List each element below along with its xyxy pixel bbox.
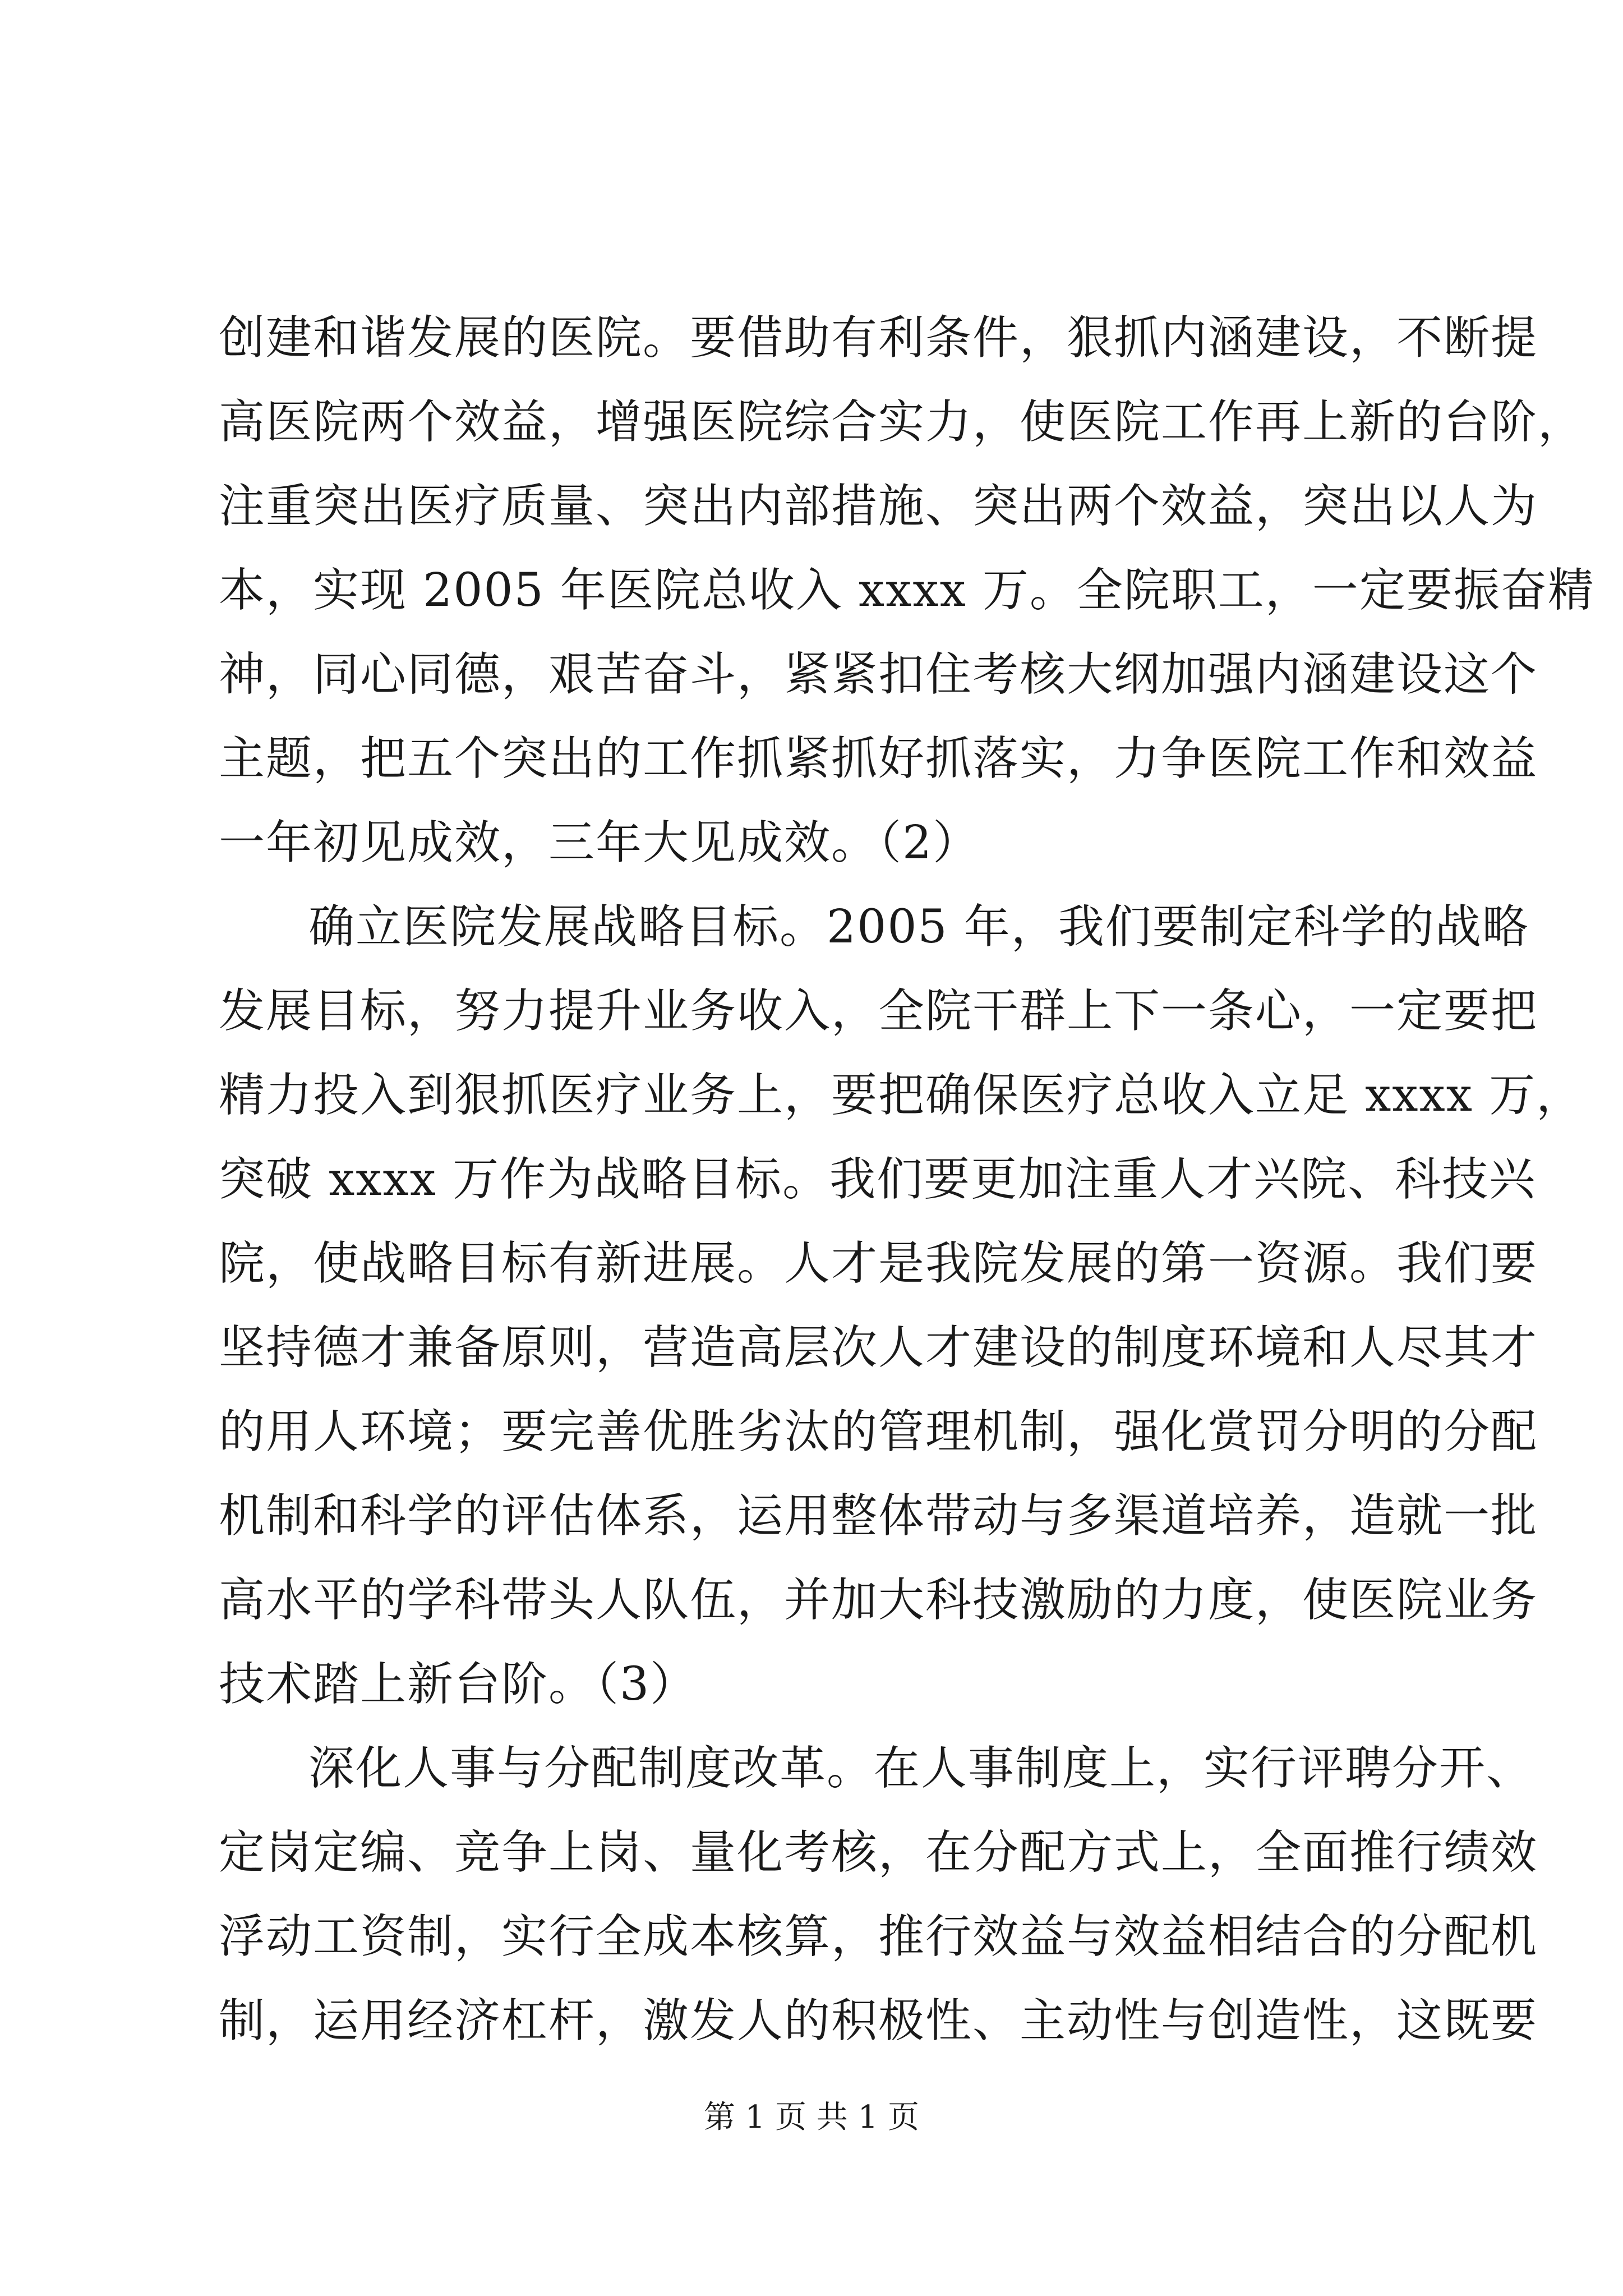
body-line: 院，使战略目标有新进展。人才是我院发展的第一资源。我们要: [219, 1237, 1538, 1290]
body-line: 一年初见成效，三年大见成效。（2）: [219, 816, 980, 869]
body-line: 本，实现 2005 年医院总收入 xxxx 万。全院职工，一定要振奋精: [219, 564, 1595, 617]
body-line: 制，运用经济杠杆，激发人的积极性、主动性与创造性，这既要: [219, 1994, 1538, 2047]
page-number-footer: 第 1 页 共 1 页: [703, 2099, 920, 2136]
body-line: 机制和科学的评估体系，运用整体带动与多渠道培养，造就一批: [219, 1489, 1538, 1543]
body-line: 技术踏上新台阶。（3）: [219, 1658, 698, 1711]
paragraph-start-line: 确立医院发展战略目标。2005 年，我们要制定科学的战略: [308, 900, 1529, 954]
body-line: 注重突出医疗质量、突出内部措施、突出两个效益，突出以人为: [219, 480, 1538, 533]
body-line: 坚持德才兼备原则，营造高层次人才建设的制度环境和人尽其才: [219, 1321, 1538, 1374]
body-line: 突破 xxxx 万作为战略目标。我们要更加注重人才兴院、科技兴: [219, 1153, 1537, 1206]
body-line: 主题，把五个突出的工作抓紧抓好抓落实，力争医院工作和效益: [219, 732, 1538, 785]
body-line: 高水平的学科带头人队伍，并加大科技激励的力度，使医院业务: [219, 1573, 1538, 1627]
body-line: 神，同心同德，艰苦奋斗，紧紧扣住考核大纲加强内涵建设这个: [219, 648, 1538, 701]
body-line: 高医院两个效益，增强医院综合实力，使医院工作再上新的台阶，: [219, 395, 1585, 449]
body-line: 浮动工资制，实行全成本核算，推行效益与效益相结合的分配机: [219, 1910, 1538, 1963]
body-line: 创建和谐发展的医院。要借助有利条件，狠抓内涵建设，不断提: [219, 311, 1538, 365]
body-line: 发展目标，努力提升业务收入，全院干群上下一条心，一定要把: [219, 984, 1538, 1038]
body-line: 定岗定编、竞争上岗、量化考核，在分配方式上，全面推行绩效: [219, 1826, 1538, 1879]
body-line: 的用人环境；要完善优胜劣汰的管理机制，强化赏罚分明的分配: [219, 1405, 1538, 1458]
paragraph-start-line: 深化人事与分配制度改革。在人事制度上，实行评聘分开、: [308, 1742, 1534, 1795]
body-line: 精力投入到狠抓医疗业务上，要把确保医疗总收入立足 xxxx 万，: [219, 1069, 1584, 1122]
